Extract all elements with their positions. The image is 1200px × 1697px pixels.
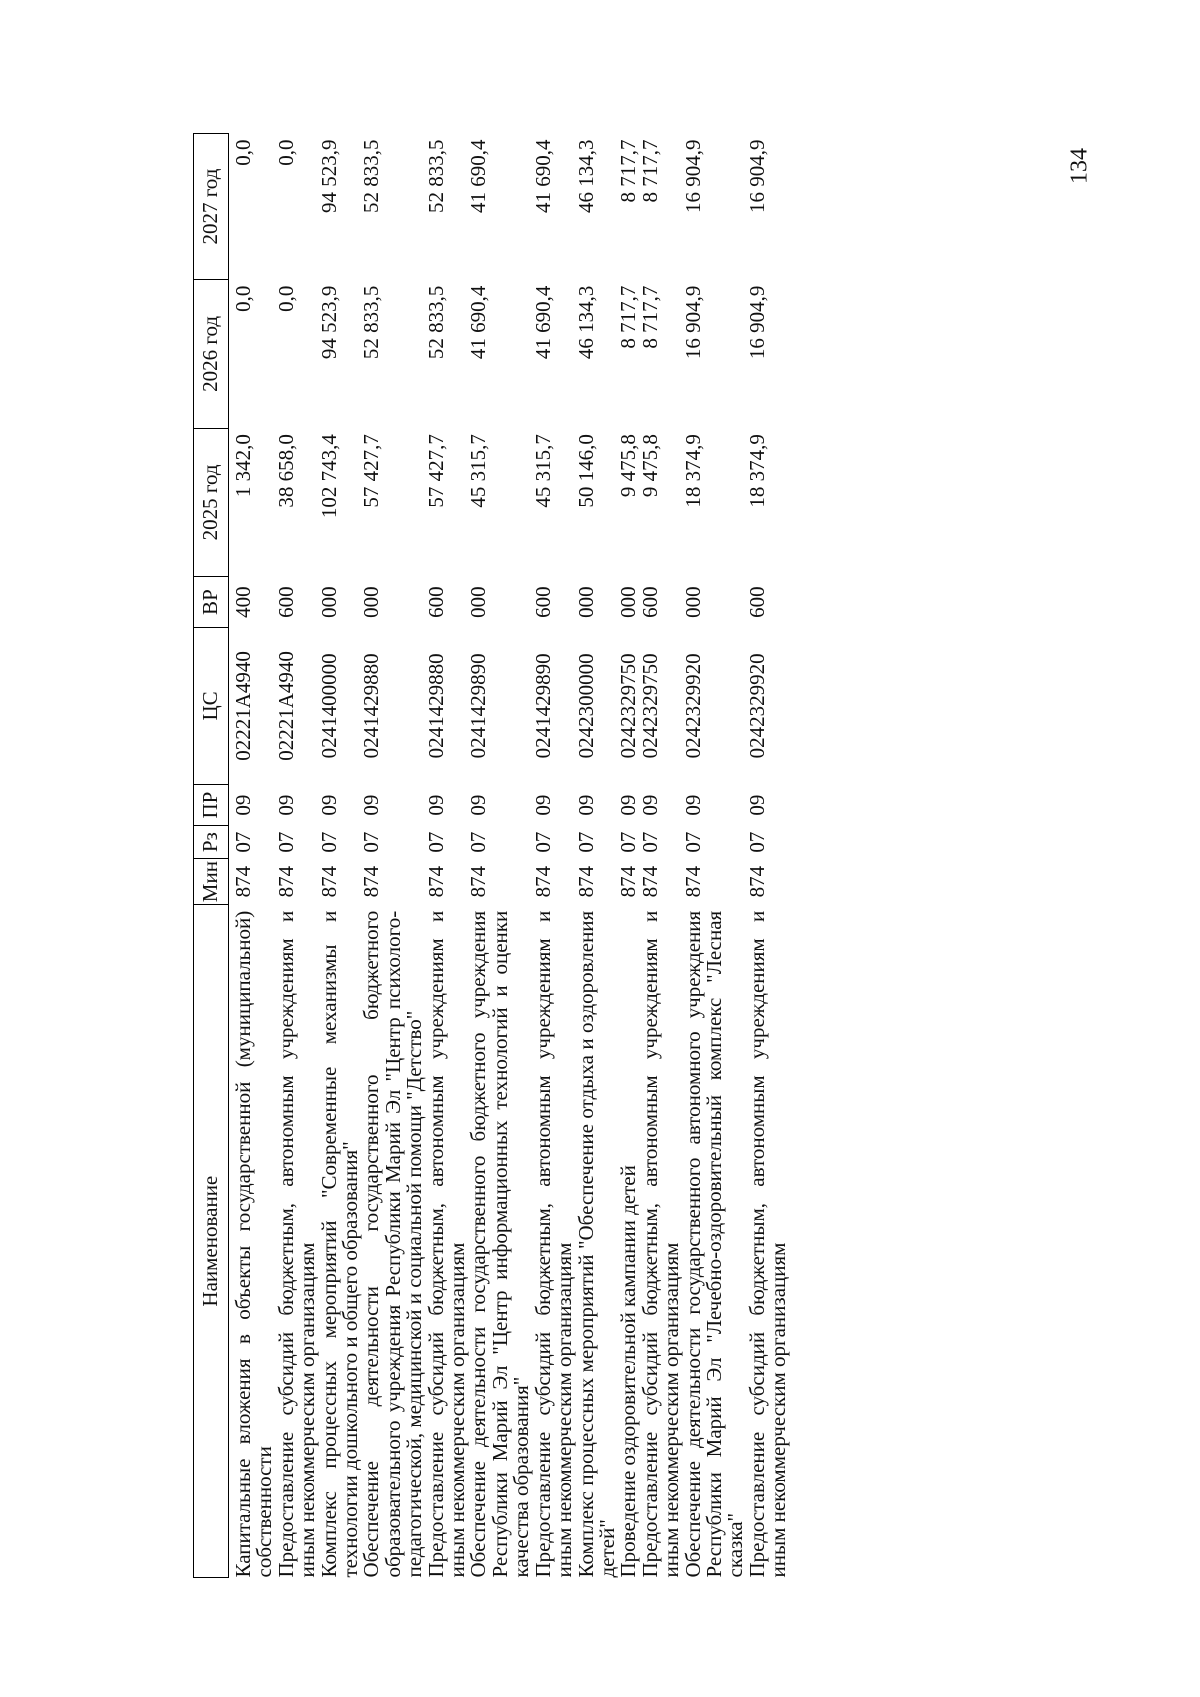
row-pr: 09	[616, 794, 641, 816]
header-min: Мин	[194, 858, 229, 904]
row-cs: 0241429890	[530, 653, 555, 759]
row-cs: 02221A4940	[231, 651, 255, 761]
row-name: Капитальные вложения в объекты государственной (муниципальной) собственности	[231, 910, 277, 1578]
row-amount-2027: 8 717,7	[637, 139, 662, 203]
row-amount-2027: 16 904,9	[744, 139, 769, 213]
row-amount-2027: 41 690,4	[466, 139, 491, 213]
row-vr: 000	[573, 586, 598, 618]
row-amount-2025: 18 374,9	[744, 434, 769, 508]
row-min: 874	[680, 865, 705, 898]
header-pr: ПР	[194, 784, 229, 826]
row-name: Комплекс процессных мероприятий "Обеспечение отдыха и оздоровления детей"	[573, 910, 619, 1578]
row-cs: 0241429880	[359, 653, 384, 759]
budget-table	[193, 133, 790, 1578]
table-row	[276, 134, 319, 1578]
row-cs: 0242300000	[573, 653, 598, 759]
row-cs: 0242329750	[616, 653, 641, 759]
table-row	[747, 134, 790, 1578]
table-row	[640, 134, 683, 1578]
row-amount-2027: 16 904,9	[680, 139, 705, 213]
row-amount-2026: 8 717,7	[637, 285, 662, 349]
row-amount-2026: 0,0	[231, 285, 255, 312]
row-amount-2026: 16 904,9	[680, 285, 705, 360]
header-name: Наименование	[194, 905, 229, 1578]
row-amount-2027: 94 523,9	[316, 139, 341, 213]
row-name: Комплекс процессных мероприятий "Современные механизмы и технологии дошкольного и общего образования"	[316, 910, 363, 1578]
table-header	[194, 134, 229, 1578]
row-pr: 09	[273, 794, 298, 816]
row-amount-2026: 52 833,5	[359, 285, 384, 360]
row-rz: 07	[530, 831, 555, 853]
row-name: Проведение оздоровительной кампании детей	[616, 1165, 641, 1578]
table-row	[683, 134, 747, 1578]
row-amount-2026: 46 134,3	[573, 285, 598, 360]
row-rz: 07	[466, 831, 491, 853]
row-pr: 09	[637, 794, 662, 816]
row-pr: 09	[466, 794, 491, 816]
row-amount-2026: 52 833,5	[423, 285, 448, 360]
row-name: Предоставление субсидий бюджетным, автономным учреждениям и иным некоммерческим организациям	[423, 910, 470, 1578]
row-amount-2027: 52 833,5	[423, 139, 448, 213]
row-vr: 600	[530, 586, 555, 618]
row-min: 874	[231, 865, 255, 898]
page-number: 134	[1066, 148, 1093, 184]
row-amount-2025: 9 475,8	[637, 434, 662, 498]
header-2025: 2025 год	[194, 428, 229, 576]
row-vr: 000	[359, 586, 384, 618]
row-amount-2025: 50 146,0	[573, 434, 598, 508]
header-2027: 2027 год	[194, 134, 229, 280]
row-pr: 09	[744, 794, 769, 816]
row-cs: 0242329750	[637, 653, 662, 759]
table-row	[229, 134, 276, 1578]
row-min: 874	[530, 865, 555, 898]
row-pr: 09	[530, 794, 555, 816]
table-row	[533, 134, 576, 1578]
row-amount-2026: 41 690,4	[530, 285, 555, 360]
table-row	[576, 134, 619, 1578]
row-cs: 0241429880	[423, 653, 448, 759]
table-row	[361, 134, 425, 1578]
row-pr: 09	[423, 794, 448, 816]
row-min: 874	[466, 865, 491, 898]
row-vr: 400	[231, 586, 255, 618]
table-row	[319, 134, 362, 1578]
row-cs: 0242329920	[680, 653, 705, 759]
row-pr: 09	[316, 794, 341, 816]
row-amount-2025: 57 427,7	[359, 434, 384, 508]
table-row	[468, 134, 532, 1578]
row-amount-2026: 8 717,7	[616, 285, 641, 349]
row-rz: 07	[273, 831, 298, 853]
row-rz: 07	[231, 831, 255, 853]
table-row	[618, 134, 639, 1578]
row-cs: 0242329920	[744, 653, 769, 759]
row-vr: 600	[637, 586, 662, 618]
row-amount-2027: 8 717,7	[616, 139, 641, 203]
row-vr: 600	[423, 586, 448, 618]
row-rz: 07	[637, 831, 662, 853]
row-amount-2025: 45 315,7	[530, 434, 555, 508]
row-rz: 07	[316, 831, 341, 853]
table-body	[229, 134, 790, 1578]
row-vr: 000	[466, 586, 491, 618]
header-2026: 2026 год	[194, 280, 229, 428]
row-pr: 09	[231, 794, 255, 816]
row-vr: 600	[273, 586, 298, 618]
row-name: Обеспечение деятельности государственного автономного учреждения Республики Марий Эл "Лечебно-оздоровительный комплекс "Лесная сказка"	[680, 910, 748, 1578]
row-name: Предоставление субсидий бюджетным, автономным учреждениям и иным некоммерческим организациям	[637, 910, 684, 1578]
row-min: 874	[359, 865, 384, 898]
row-min: 874	[316, 865, 341, 898]
row-name: Предоставление субсидий бюджетным, автономным учреждениям и иным некоммерческим организациям	[744, 910, 791, 1578]
row-rz: 07	[744, 831, 769, 853]
row-rz: 07	[423, 831, 448, 853]
row-pr: 09	[680, 794, 705, 816]
row-amount-2026: 41 690,4	[466, 285, 491, 360]
row-min: 874	[573, 865, 598, 898]
row-pr: 09	[573, 794, 598, 816]
row-amount-2025: 57 427,7	[423, 434, 448, 508]
row-rz: 07	[573, 831, 598, 853]
row-amount-2027: 0,0	[231, 139, 255, 166]
row-rz: 07	[680, 831, 705, 853]
row-vr: 000	[680, 586, 705, 618]
row-amount-2026: 0,0	[273, 285, 298, 312]
row-name: Обеспечение деятельности государственного бюджетного образовательного учреждения Республики Марий Эл "Центр психолого-педагогической, медицинской и социальной помощи "Детство"	[359, 910, 427, 1578]
row-min: 874	[616, 865, 641, 898]
row-vr: 000	[616, 586, 641, 618]
row-min: 874	[744, 865, 769, 898]
row-amount-2027: 41 690,4	[530, 139, 555, 213]
row-pr: 09	[359, 794, 384, 816]
row-amount-2025: 38 658,0	[273, 434, 298, 508]
row-name: Предоставление субсидий бюджетным, автономным учреждениям и иным некоммерческим организациям	[273, 910, 320, 1578]
row-rz: 07	[616, 831, 641, 853]
row-min: 874	[423, 865, 448, 898]
row-name: Предоставление субсидий бюджетным, автономным учреждениям и иным некоммерческим организациям	[530, 910, 577, 1578]
row-cs: 0241429890	[466, 653, 491, 759]
row-vr: 000	[316, 586, 341, 618]
row-min: 874	[637, 865, 662, 898]
row-amount-2025: 45 315,7	[466, 434, 491, 508]
row-amount-2025: 18 374,9	[680, 434, 705, 508]
budget-table-rotated	[193, 133, 983, 1578]
row-amount-2027: 0,0	[273, 139, 298, 166]
header-cs: ЦС	[194, 628, 229, 785]
row-rz: 07	[359, 831, 384, 853]
row-amount-2025: 1 342,0	[231, 434, 255, 498]
row-amount-2026: 16 904,9	[744, 285, 769, 360]
row-vr: 600	[744, 586, 769, 618]
row-cs: 02221A4940	[273, 651, 298, 761]
row-amount-2026: 94 523,9	[316, 285, 341, 360]
row-amount-2027: 46 134,3	[573, 139, 598, 213]
row-min: 874	[273, 865, 298, 898]
row-amount-2025: 102 743,4	[316, 434, 341, 519]
table-row	[426, 134, 469, 1578]
row-amount-2027: 52 833,5	[359, 139, 384, 213]
row-amount-2025: 9 475,8	[616, 434, 641, 498]
header-rz: Рз	[194, 826, 229, 858]
header-vr: ВР	[194, 577, 229, 628]
row-name: Обеспечение деятельности государственного бюджетного учреждения Республики Марий Эл "Центр информационных технологий и оценки качества образования"	[466, 910, 534, 1578]
row-cs: 0241400000	[316, 653, 341, 759]
